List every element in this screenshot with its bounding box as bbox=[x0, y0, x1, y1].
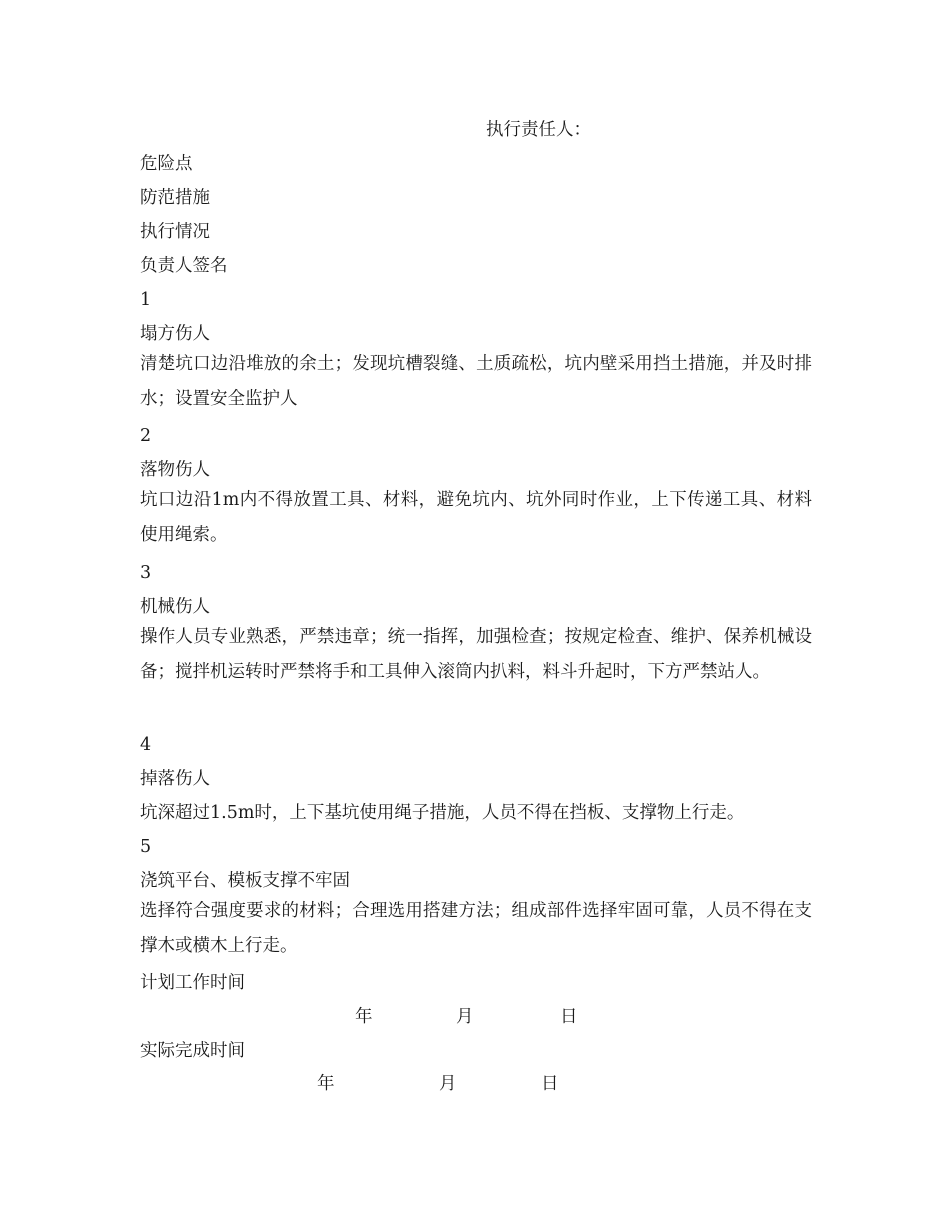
executor-label: 执行责任人： bbox=[486, 120, 591, 140]
item-number: 4 bbox=[140, 735, 152, 755]
header-status: 执行情况 bbox=[140, 222, 210, 242]
item-hazard: 塌方伤人 bbox=[140, 324, 210, 344]
planned-year-label: 年 bbox=[355, 1007, 373, 1027]
item-hazard: 机械伤人 bbox=[140, 597, 210, 617]
header-measures: 防范措施 bbox=[140, 188, 210, 208]
item-measure: 坑口边沿1m内不得放置工具、材料，避免坑内、坑外同时作业，上下传递工具、材料使用绳索。 bbox=[140, 490, 812, 545]
header-signature: 负责人签名 bbox=[140, 256, 228, 276]
item-measure: 操作人员专业熟悉，严禁违章；统一指挥，加强检查；按规定检查、维护、保养机械设备；搅拌机运转时严禁将手和工具伸入滚筒内扒料，料斗升起时，下方严禁站人。 bbox=[140, 627, 812, 682]
item-measure: 清楚坑口边沿堆放的余土；发现坑槽裂缝、土质疏松，坑内壁采用挡土措施，并及时排水；设置安全监护人 bbox=[140, 354, 812, 409]
item-number: 3 bbox=[140, 563, 152, 583]
item-number: 5 bbox=[140, 837, 152, 857]
actual-year-label: 年 bbox=[317, 1074, 335, 1094]
item-hazard: 浇筑平台、模板支撑不牢固 bbox=[140, 871, 350, 891]
actual-day-label: 日 bbox=[541, 1074, 559, 1094]
item-hazard: 落物伤人 bbox=[140, 460, 210, 480]
actual-month-label: 月 bbox=[439, 1074, 457, 1094]
item-number: 1 bbox=[140, 290, 152, 310]
planned-day-label: 日 bbox=[560, 1007, 578, 1027]
item-measure: 选择符合强度要求的材料；合理选用搭建方法；组成部件选择牢固可靠，人员不得在支撑木或横木上行走。 bbox=[140, 901, 812, 956]
planned-month-label: 月 bbox=[456, 1007, 474, 1027]
item-measure: 坑深超过1.5m时，上下基坑使用绳子措施，人员不得在挡板、支撑物上行走。 bbox=[140, 803, 745, 823]
header-hazard: 危险点 bbox=[140, 154, 193, 174]
item-number: 2 bbox=[140, 426, 152, 446]
actual-time-label: 实际完成时间 bbox=[140, 1041, 245, 1061]
planned-time-label: 计划工作时间 bbox=[140, 973, 245, 993]
item-hazard: 掉落伤人 bbox=[140, 769, 210, 789]
